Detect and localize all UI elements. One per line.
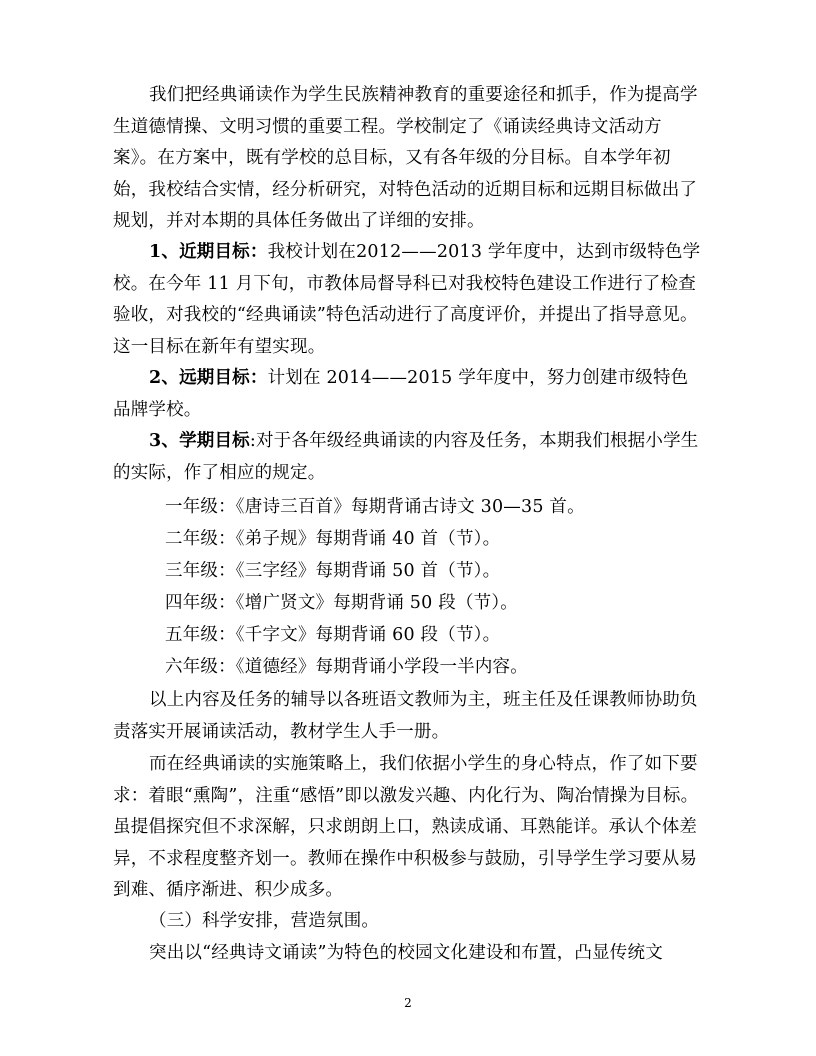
grade-5-line: 五年级：《千字文》每期背诵 60 段（节）。 — [165, 625, 501, 645]
semester-goal-paragraph — [113, 426, 703, 489]
near-term-goal-label: 1、近期目标： — [149, 242, 268, 262]
section-heading: （三）科学安排，营造氛围。 — [149, 911, 380, 931]
strategy-paragraph: 而在经典诵读的实施策略上，我们依据小学生的身心特点，作了如下要求：着眼“熏陶”，注重“感悟”即以激发兴趣、内化行为、陶冶情操为目标。虽提倡探究但不求深解，只求朗朗上口，熟读成诵、耳熟能详。承认个体差异，不求程度整齐划一。教师在操作中积极参与鼓励，引导学生学习要从易到难、循序渐进、积少成多。 — [113, 754, 699, 900]
grade-3-line: 三年级：《三字经》每期背诵 50 首（节）。 — [165, 561, 501, 581]
intro-text: 我们把经典诵读作为学生民族精神教育的重要途径和抓手，作为提高学生道德情操、文明习惯的重要工程。学校制定了《诵读经典诗文活动方案》。在方案中，既有学校的总目标，又有各年级的分目标。自本学年初始，我校结合实情，经分析研究，对特色活动的近期目标和远期目标做出了规划，并对本期的具体任务做出了详细的安排。 — [113, 85, 698, 231]
intro-paragraph — [113, 80, 703, 238]
coaching-paragraph: 以上内容及任务的辅导以各班语文教师为主，班主任及任课教师协助负责落实开展诵读活动，教材学生人手一册。 — [113, 690, 698, 742]
long-term-goal-label: 2、远期目标： — [149, 368, 268, 388]
grade-4-line: 四年级：《增广贤文》每期背诵 50 段（节）。 — [165, 593, 518, 613]
long-term-goal-text: 计划在 2014——2015 学年度中，努力创建市级特色品牌学校。 — [113, 368, 689, 420]
near-term-goal-paragraph — [113, 237, 703, 363]
long-term-goal-paragraph — [113, 363, 703, 426]
semester-goal-label: 3、学期目标 — [149, 431, 250, 451]
semester-goal-text: :对于各年级经典诵读的内容及任务，本期我们根据小学生的实际，作了相应的规定。 — [113, 431, 699, 483]
near-term-goal-text: 我校计划在2012——2013 学年度中，达到市级特色学校。在今年 11 月下旬，市教体局督导科已对我校特色建设工作进行了检查验收，对我校的“经典诵读”特色活动进行了高度评价，并提出了指导意见。这一目标在新年有望实现。 — [113, 242, 701, 357]
grade-2-line: 二年级：《弟子规》每期背诵 40 首（节）。 — [165, 529, 501, 549]
page-number: 2 — [404, 996, 412, 1010]
grade-1-line: 一年级：《唐诗三百首》每期背诵古诗文 30—35 首。 — [165, 497, 585, 517]
last-paragraph: 突出以“经典诗文诵读”为特色的校园文化建设和布置，凸显传统文 — [149, 943, 663, 963]
grade-6-line: 六年级：《道德经》每期背诵小学段一半内容。 — [165, 657, 528, 677]
